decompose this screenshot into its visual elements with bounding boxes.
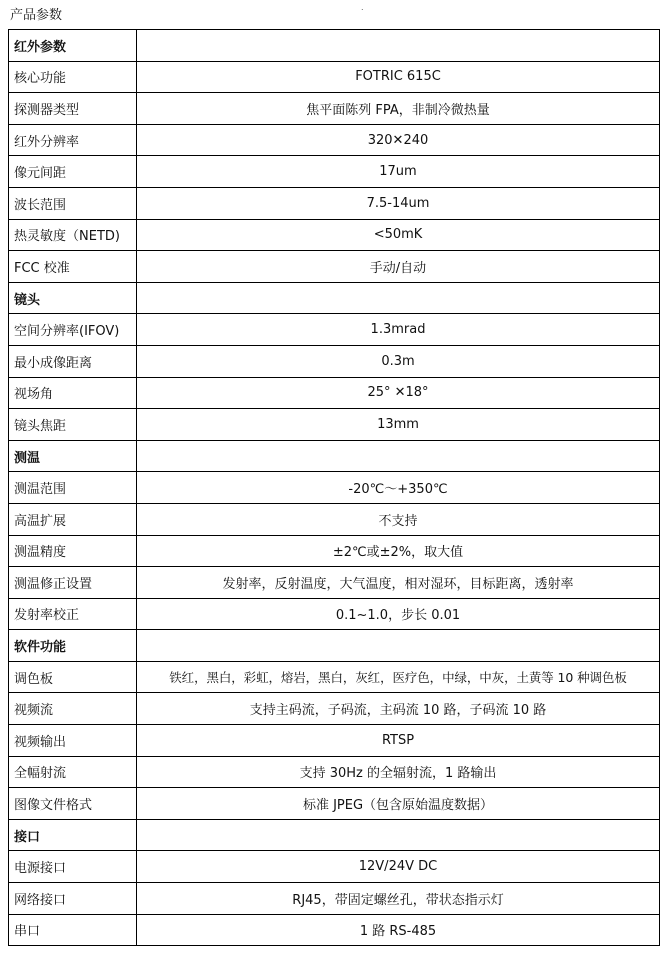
section-title: 镜头 <box>9 282 137 314</box>
spec-row <box>9 314 660 346</box>
spec-label: 视场角 <box>9 377 137 409</box>
spec-value: 焦平面陈列 FPA，非制冷微热量 <box>137 93 660 125</box>
spec-value: RJ45，带固定螺丝孔，带状态指示灯 <box>137 883 660 915</box>
section-header-row <box>9 282 660 314</box>
spec-row <box>9 503 660 535</box>
spec-row <box>9 693 660 725</box>
spec-label: 波长范围 <box>9 187 137 219</box>
spec-value: 0.3m <box>137 345 660 377</box>
spec-value: 铁红，黑白，彩虹，熔岩，黑白，灰红，医疗色，中绿，中灰，土黄等 10 种调色板 <box>137 661 660 693</box>
spec-label: 最小成像距离 <box>9 345 137 377</box>
section-title: 软件功能 <box>9 630 137 662</box>
spec-row <box>9 345 660 377</box>
spec-label: 网络接口 <box>9 883 137 915</box>
spec-value: 7.5-14um <box>137 187 660 219</box>
spec-label: 核心功能 <box>9 61 137 93</box>
spec-row <box>9 219 660 251</box>
spec-value: 12V/24V DC <box>137 851 660 883</box>
spec-value: 支持 30Hz 的全辐射流，1 路输出 <box>137 756 660 788</box>
spec-row <box>9 535 660 567</box>
spec-label: 电源接口 <box>9 851 137 883</box>
spec-value: -20℃～+350℃ <box>137 472 660 504</box>
spec-value: FOTRIC 615C <box>137 61 660 93</box>
spec-row <box>9 251 660 283</box>
spec-label: 像元间距 <box>9 156 137 188</box>
page-title: 产品参数 <box>10 8 63 23</box>
stray-mark: . <box>361 3 364 12</box>
spec-row <box>9 187 660 219</box>
spec-value: 1.3mrad <box>137 314 660 346</box>
spec-row <box>9 124 660 156</box>
spec-label: 高温扩展 <box>9 503 137 535</box>
spec-row <box>9 851 660 883</box>
spec-value: 标准 JPEG（包含原始温度数据） <box>137 788 660 820</box>
spec-label: 测温范围 <box>9 472 137 504</box>
spec-table-body <box>9 30 660 946</box>
section-header-row <box>9 630 660 662</box>
spec-value: 1 路 RS-485 <box>137 914 660 946</box>
spec-row <box>9 883 660 915</box>
spec-row <box>9 756 660 788</box>
spec-label: 全幅射流 <box>9 756 137 788</box>
spec-value: 0.1~1.0，步长 0.01 <box>137 598 660 630</box>
section-title: 接口 <box>9 819 137 851</box>
spec-label: FCC 校准 <box>9 251 137 283</box>
spec-row <box>9 598 660 630</box>
spec-value: 发射率，反射温度，大气温度，相对湿环，目标距离，透射率 <box>137 567 660 599</box>
spec-value: RTSP <box>137 725 660 757</box>
section-header-row <box>9 819 660 851</box>
section-header-row <box>9 30 660 62</box>
section-empty-cell <box>137 440 660 472</box>
spec-label: 视频流 <box>9 693 137 725</box>
section-title: 红外参数 <box>9 30 137 62</box>
spec-value: 手动/自动 <box>137 251 660 283</box>
spec-table <box>8 29 660 946</box>
spec-row <box>9 156 660 188</box>
spec-row <box>9 788 660 820</box>
spec-row <box>9 377 660 409</box>
spec-label: 热灵敏度（NETD) <box>9 219 137 251</box>
section-empty-cell <box>137 630 660 662</box>
spec-label: 串口 <box>9 914 137 946</box>
section-header-row <box>9 440 660 472</box>
spec-label: 视频输出 <box>9 725 137 757</box>
spec-label: 镜头焦距 <box>9 409 137 441</box>
spec-label: 调色板 <box>9 661 137 693</box>
section-empty-cell <box>137 819 660 851</box>
spec-value: 17um <box>137 156 660 188</box>
spec-value: 不支持 <box>137 503 660 535</box>
spec-label: 测温精度 <box>9 535 137 567</box>
spec-value: 25° ✕18° <box>137 377 660 409</box>
spec-label: 测温修正设置 <box>9 567 137 599</box>
spec-label: 发射率校正 <box>9 598 137 630</box>
spec-row <box>9 409 660 441</box>
spec-value: 320✕240 <box>137 124 660 156</box>
spec-row <box>9 725 660 757</box>
spec-value: 支持主码流，子码流，主码流 10 路，子码流 10 路 <box>137 693 660 725</box>
spec-row <box>9 914 660 946</box>
section-empty-cell <box>137 30 660 62</box>
spec-value: ±2℃或±2%，取大值 <box>137 535 660 567</box>
spec-row <box>9 472 660 504</box>
spec-label: 空间分辨率(IFOV) <box>9 314 137 346</box>
section-title: 测温 <box>9 440 137 472</box>
spec-row <box>9 61 660 93</box>
spec-value: <50mK <box>137 219 660 251</box>
spec-label: 红外分辨率 <box>9 124 137 156</box>
spec-row <box>9 567 660 599</box>
spec-row <box>9 661 660 693</box>
section-empty-cell <box>137 282 660 314</box>
spec-value: 13mm <box>137 409 660 441</box>
spec-row <box>9 93 660 125</box>
spec-label: 探测器类型 <box>9 93 137 125</box>
spec-label: 图像文件格式 <box>9 788 137 820</box>
